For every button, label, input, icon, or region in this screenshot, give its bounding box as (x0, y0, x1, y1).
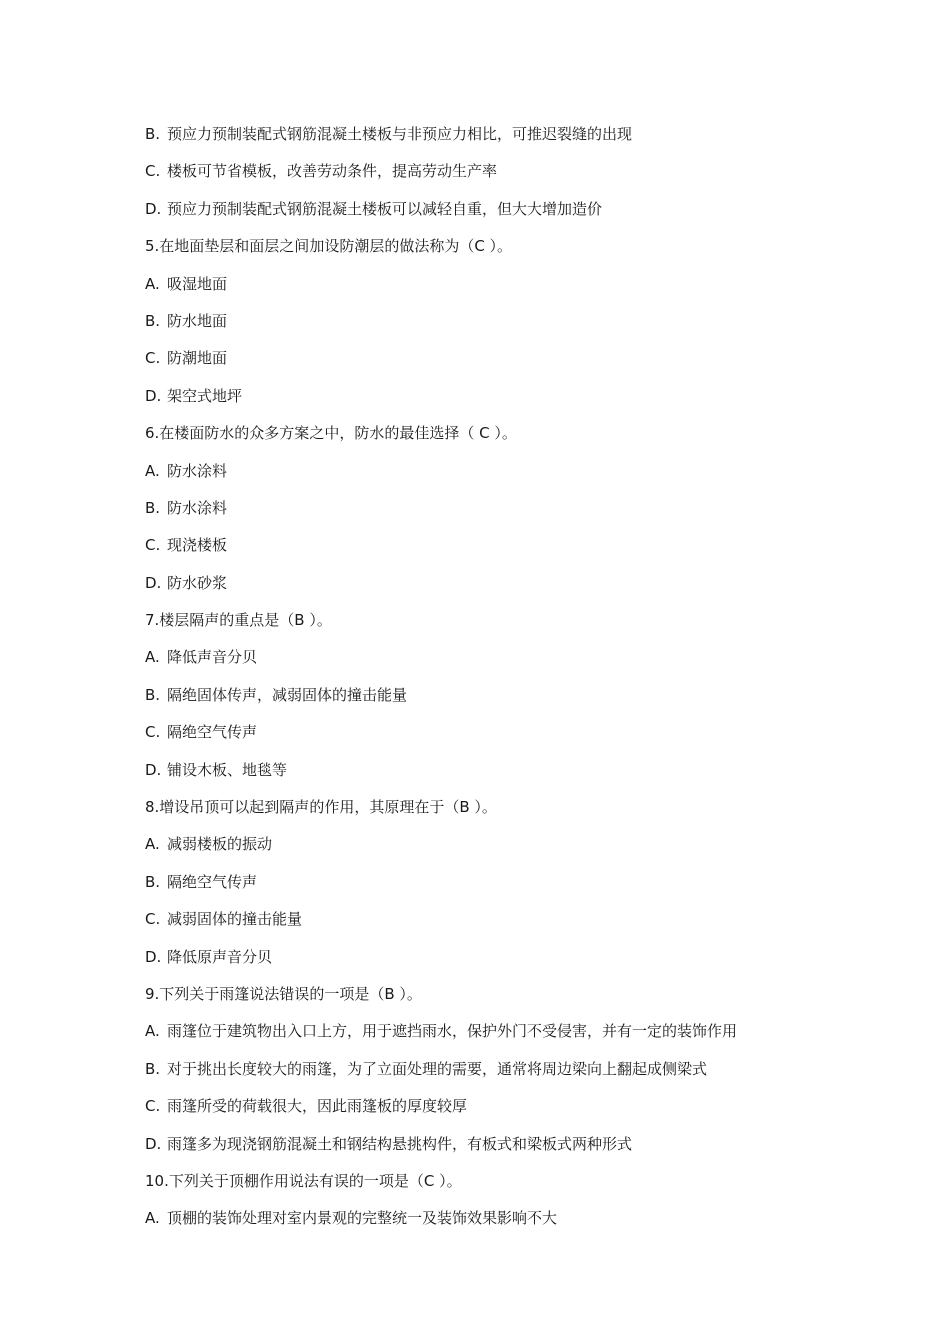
option-text: 隔绝空气传声 (167, 723, 258, 742)
option-text: 雨篷位于建筑物出入口上方，用于遮挡雨水，保护外门不受侵害，并有一定的装饰作用 (167, 1022, 738, 1041)
option-letter: B. (145, 872, 161, 891)
answer-option (145, 153, 845, 190)
answer-option (145, 378, 845, 415)
question-text: 10.下列关于顶棚作用说法有误的一项是（C ）。 (145, 1171, 462, 1190)
question-text: 9.下列关于雨篷说法错误的一项是（B ）。 (145, 984, 422, 1003)
option-text: 铺设木板、地毯等 (167, 760, 288, 779)
option-letter: B. (145, 1059, 161, 1078)
answer-option (145, 565, 845, 602)
option-text: 减弱固体的撞击能量 (167, 910, 303, 929)
option-letter: A. (145, 274, 160, 293)
option-text: 防水涂料 (167, 498, 228, 517)
option-letter: D. (145, 947, 162, 966)
option-letter: C. (145, 910, 161, 929)
answer-option (145, 826, 845, 863)
option-letter: A. (145, 461, 160, 480)
option-text: 预应力预制装配式钢筋混凝土楼板可以减轻自重，但大大增加造价 (167, 199, 603, 218)
option-text: 降低原声音分贝 (167, 947, 273, 966)
option-text: 楼板可节省模板，改善劳动条件，提高劳动生产率 (167, 162, 498, 181)
option-letter: C. (145, 162, 161, 181)
option-letter: A. (145, 648, 160, 667)
option-letter: D. (145, 573, 162, 592)
answer-option (145, 340, 845, 377)
option-letter: A. (145, 1022, 160, 1041)
option-letter: C. (145, 723, 161, 742)
question-text: 6.在楼面防水的众多方案之中，防水的最佳选择（ C ）。 (145, 424, 517, 443)
option-text: 减弱楼板的振动 (167, 835, 273, 854)
option-letter: D. (145, 760, 162, 779)
option-letter: D. (145, 386, 162, 405)
answer-option (145, 1200, 845, 1237)
option-text: 隔绝空气传声 (167, 872, 258, 891)
option-letter: D. (145, 199, 162, 218)
option-text: 防潮地面 (167, 349, 228, 368)
answer-option (145, 714, 845, 751)
option-text: 防水涂料 (167, 461, 228, 480)
answer-option (145, 939, 845, 976)
option-text: 雨篷所受的荷载很大，因此雨篷板的厚度较厚 (167, 1097, 468, 1116)
answer-option (145, 527, 845, 564)
answer-option (145, 864, 845, 901)
option-text: 预应力预制装配式钢筋混凝土楼板与非预应力相比，可推迟裂缝的出现 (167, 125, 633, 143)
answer-option (145, 453, 845, 490)
option-text: 雨篷多为现浇钢筋混凝土和钢结构悬挑构件，有板式和梁板式两种形式 (167, 1134, 633, 1153)
answer-option (145, 639, 845, 676)
answer-option (145, 266, 845, 303)
answer-option (145, 752, 845, 789)
answer-option (145, 1013, 845, 1050)
option-letter: B. (145, 125, 161, 143)
answer-option (145, 1126, 845, 1163)
option-text: 隔绝固体传声，减弱固体的撞击能量 (167, 685, 408, 704)
option-text: 对于挑出长度较大的雨篷，为了立面处理的需要，通常将周边梁向上翻起成侧梁式 (167, 1059, 708, 1078)
option-text: 降低声音分贝 (167, 648, 258, 667)
answer-option (145, 1088, 845, 1125)
option-letter: A. (145, 835, 160, 854)
option-letter: B. (145, 311, 161, 330)
option-text: 现浇楼板 (167, 536, 228, 555)
option-text: 架空式地坪 (167, 386, 243, 405)
document-page (145, 116, 845, 1238)
answer-option (145, 1051, 845, 1088)
question-text: 7.楼层隔声的重点是（B ）。 (145, 611, 332, 630)
option-letter: C. (145, 536, 161, 555)
option-text: 顶棚的装饰处理对室内景观的完整统一及装饰效果影响不大 (167, 1209, 558, 1228)
answer-option (145, 490, 845, 527)
answer-option (145, 191, 845, 228)
option-letter: B. (145, 498, 161, 517)
option-letter: B. (145, 685, 161, 704)
option-letter: D. (145, 1134, 162, 1153)
option-text: 吸湿地面 (167, 274, 228, 293)
option-text: 防水地面 (167, 311, 228, 330)
question-text: 5.在地面垫层和面层之间加设防潮层的做法称为（C ）。 (145, 237, 513, 256)
answer-option (145, 116, 845, 153)
answer-option (145, 677, 845, 714)
question-text: 8.增设吊顶可以起到隔声的作用，其原理在于（B ）。 (145, 798, 497, 817)
option-text: 防水砂浆 (167, 573, 228, 592)
option-letter: C. (145, 349, 161, 368)
answer-option (145, 303, 845, 340)
option-letter: A. (145, 1209, 160, 1228)
answer-option (145, 901, 845, 938)
option-letter: C. (145, 1097, 161, 1116)
